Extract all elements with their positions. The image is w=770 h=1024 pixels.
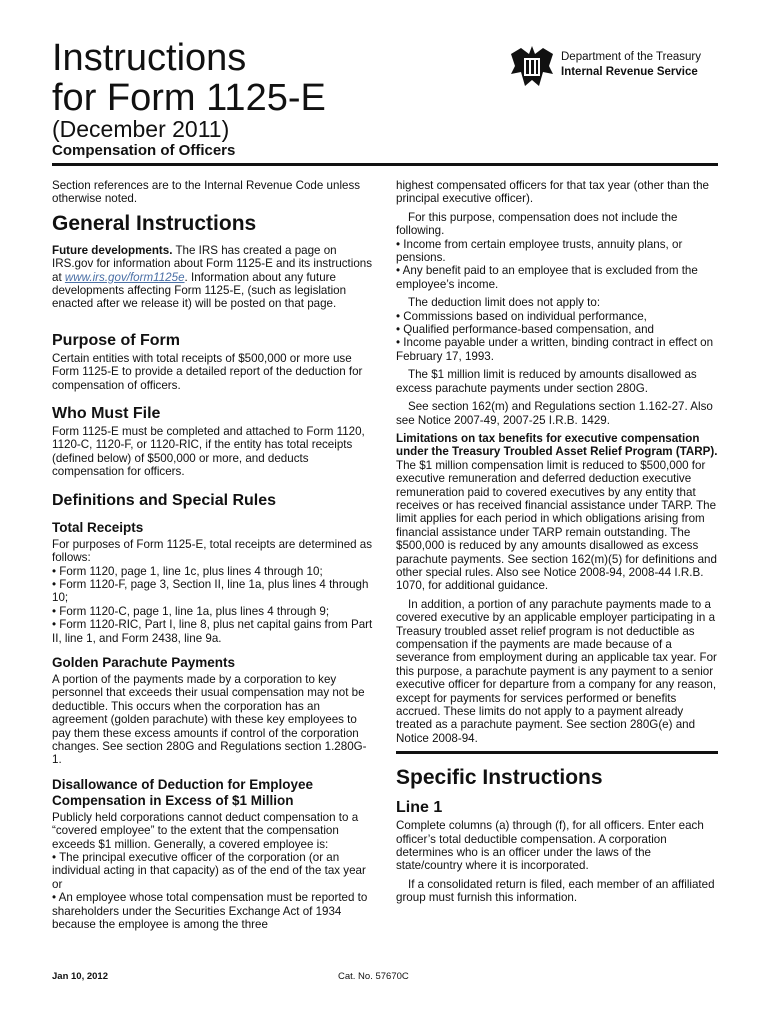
intro-text: Section references are to the Internal Revenue Code unless otherwise noted. xyxy=(52,179,361,206)
agency-name: Internal Revenue Service xyxy=(561,66,698,78)
definitions-heading: Definitions and Special Rules xyxy=(52,491,277,509)
limit-reduced-text: The $1 million limit is reduced by amounts disallowed as excess parachute payments under section 280G. xyxy=(396,368,697,395)
purpose-text: Certain entities with total receipts of $500,000 or more use Form 1125-E to provide a detailed report of the deduction for compensation of officers. xyxy=(52,351,363,392)
total-receipts-heading: Total Receipts xyxy=(52,519,144,535)
future-developments-lead: Future developments. xyxy=(52,243,173,257)
future-developments-text1: The IRS has created a page on IRS.gov for information about Form 1125-E and its instructions at xyxy=(52,243,373,284)
total-receipts-intro: For purposes of Form 1125-E, total receipts are determined as follows: xyxy=(52,537,373,565)
see-section-text: See section 162(m) and Regulations section 1.162-27. Also see Notice 2007-49, 2007-25 I.R.B. 1429. xyxy=(396,400,713,427)
parachute-addition-text: In addition, a portion of any parachute payments made to a covered executive by an applicable employer participating in a Treasury troubled asset relief program is not deductible as compensation if the payments are made because of a severance from employment during an applicable tax year. For this purpose, a parachute payment is any payment to a senior executive officer for departure from a company for any reason, except for payments for services performed or benefits accrued. These limits do not apply to a payment already treated as a parachute payment. See section 280G(e) and Notice 2008-94. xyxy=(396,597,717,745)
tarp-text: The $1 million compensation limit is reduced to $500,000 for executive remuneration and deferred deduction executive remuneration paid to covered executives by any entity that receives or has received financial assistance under TARP. The limit applies for each period in which obligations arising from financial assistance under TARP remain outstanding. The $500,000 is reduced by any amounts disallowed as excess parachute payments. See section 162(m)(5) for definitions and other special rules. Also see Notice 2008-94, 2008-44 I.R.B. 1070, for additional guidance. xyxy=(396,458,717,593)
specific-instructions-heading: Specific Instructions xyxy=(396,766,603,790)
limit-item: • Income payable under a written, binding contract in effect on February 17, 1993. xyxy=(396,336,714,363)
form-1125e-link[interactable]: www.irs.gov/form1125e xyxy=(64,270,185,284)
footer-date: Jan 10, 2012 xyxy=(52,971,108,982)
purpose-heading: Purpose of Form xyxy=(52,331,181,349)
limit-intro: The deduction limit does not apply to: xyxy=(408,296,601,310)
who-must-file-heading: Who Must File xyxy=(52,405,161,423)
catalog-number: Cat. No. 57670C xyxy=(338,971,409,982)
document-title-line1: Instructions xyxy=(52,37,247,79)
continued-text: highest compensated officers for that tax year (other than the principal executive officer). xyxy=(396,179,709,206)
covered-employee-item: • An employee whose total compensation must be reported to shareholders under the Securities Exchange Act of 1934 because the employee is among the three xyxy=(52,891,368,932)
right-column xyxy=(396,179,718,910)
receipts-item: • Form 1120-F, page 3, Section II, line 1a, plus lines 4 through 10; xyxy=(52,577,369,605)
limit-item: • Commissions based on individual performance, xyxy=(396,309,647,323)
general-instructions-heading: General Instructions xyxy=(52,211,257,235)
irs-eagle-logo-icon xyxy=(507,44,557,90)
compensation-exclusion-intro: For this purpose, compensation does not include the following. xyxy=(396,210,678,238)
disallowance-heading: Disallowance of Deduction for Employee Compensation in Excess of $1 Million xyxy=(52,776,314,808)
receipts-item: • Form 1120-C, page 1, line 1a, plus lines 4 through 9; xyxy=(52,604,330,618)
revision-date: (December 2011) xyxy=(52,116,230,142)
document-subtitle: Compensation of Officers xyxy=(52,142,236,159)
line1-text: Complete columns (a) through (f), for all officers. Enter each officer’s total deductible compensation. A corporation determines who is an officer under the laws of the state/country where it is incorporated. xyxy=(396,819,704,873)
header-divider xyxy=(52,163,718,166)
receipts-item: • Form 1120, page 1, line 1c, plus lines 4 through 10; xyxy=(52,564,323,578)
line1-heading: Line 1 xyxy=(396,799,443,817)
tarp-lead: Limitations on tax benefits for executive compensation under the Treasury Troubled Asset Relief Program (TARP). xyxy=(396,431,718,459)
future-developments-text2: . Information about any future developments affecting Form 1125-E, (such as legislation enacted after we release it) will be posted on that page. xyxy=(52,270,347,311)
department-name: Department of the Treasury xyxy=(561,51,701,63)
golden-parachute-heading: Golden Parachute Payments xyxy=(52,654,236,670)
consolidated-return-text: If a consolidated return is filed, each member of an affiliated group must furnish this information. xyxy=(396,877,715,905)
who-must-file-text: Form 1125-E must be completed and attached to Form 1120, 1120-C, 1120-F, or 1120-RIC, if the entity has total receipts (defined below) of $500,000 or more, and deducts compensation for officers. xyxy=(52,425,365,479)
limit-item: • Qualified performance-based compensation, and xyxy=(396,323,654,337)
receipts-item: • Form 1120-RIC, Part I, line 8, plus net capital gains from Part II, line 1, and Form 2438, line 9a. xyxy=(52,618,373,645)
covered-employee-item: • The principal executive officer of the corporation (or an individual acting in that capacity) as of the end of the tax year or xyxy=(52,851,366,891)
document-title-line2: for Form 1125-E xyxy=(52,77,326,119)
exclusion-item: • Any benefit paid to an employee that is excluded from the employee’s income. xyxy=(396,264,698,291)
disallowance-text: Publicly held corporations cannot deduct compensation to a “covered employee” to the extent that the compensation exceeds $1 million. Generally, a covered employee is: xyxy=(52,810,359,851)
exclusion-item: • Income from certain employee trusts, annuity plans, or pensions. xyxy=(396,237,683,265)
future-developments-paragraph xyxy=(52,244,374,311)
specific-divider xyxy=(396,751,718,754)
left-column xyxy=(52,179,374,931)
golden-parachute-text: A portion of the payments made by a corporation to key personnel that exceeds their usual compensation may not be deductible. This occurs when the corporation has an agreement (golden parachute) with these key employees to pay them these excess amounts if control of the corporation changes. See section 280G and Regulations section 1.280G-1. xyxy=(52,672,367,767)
tarp-paragraph xyxy=(396,432,718,593)
